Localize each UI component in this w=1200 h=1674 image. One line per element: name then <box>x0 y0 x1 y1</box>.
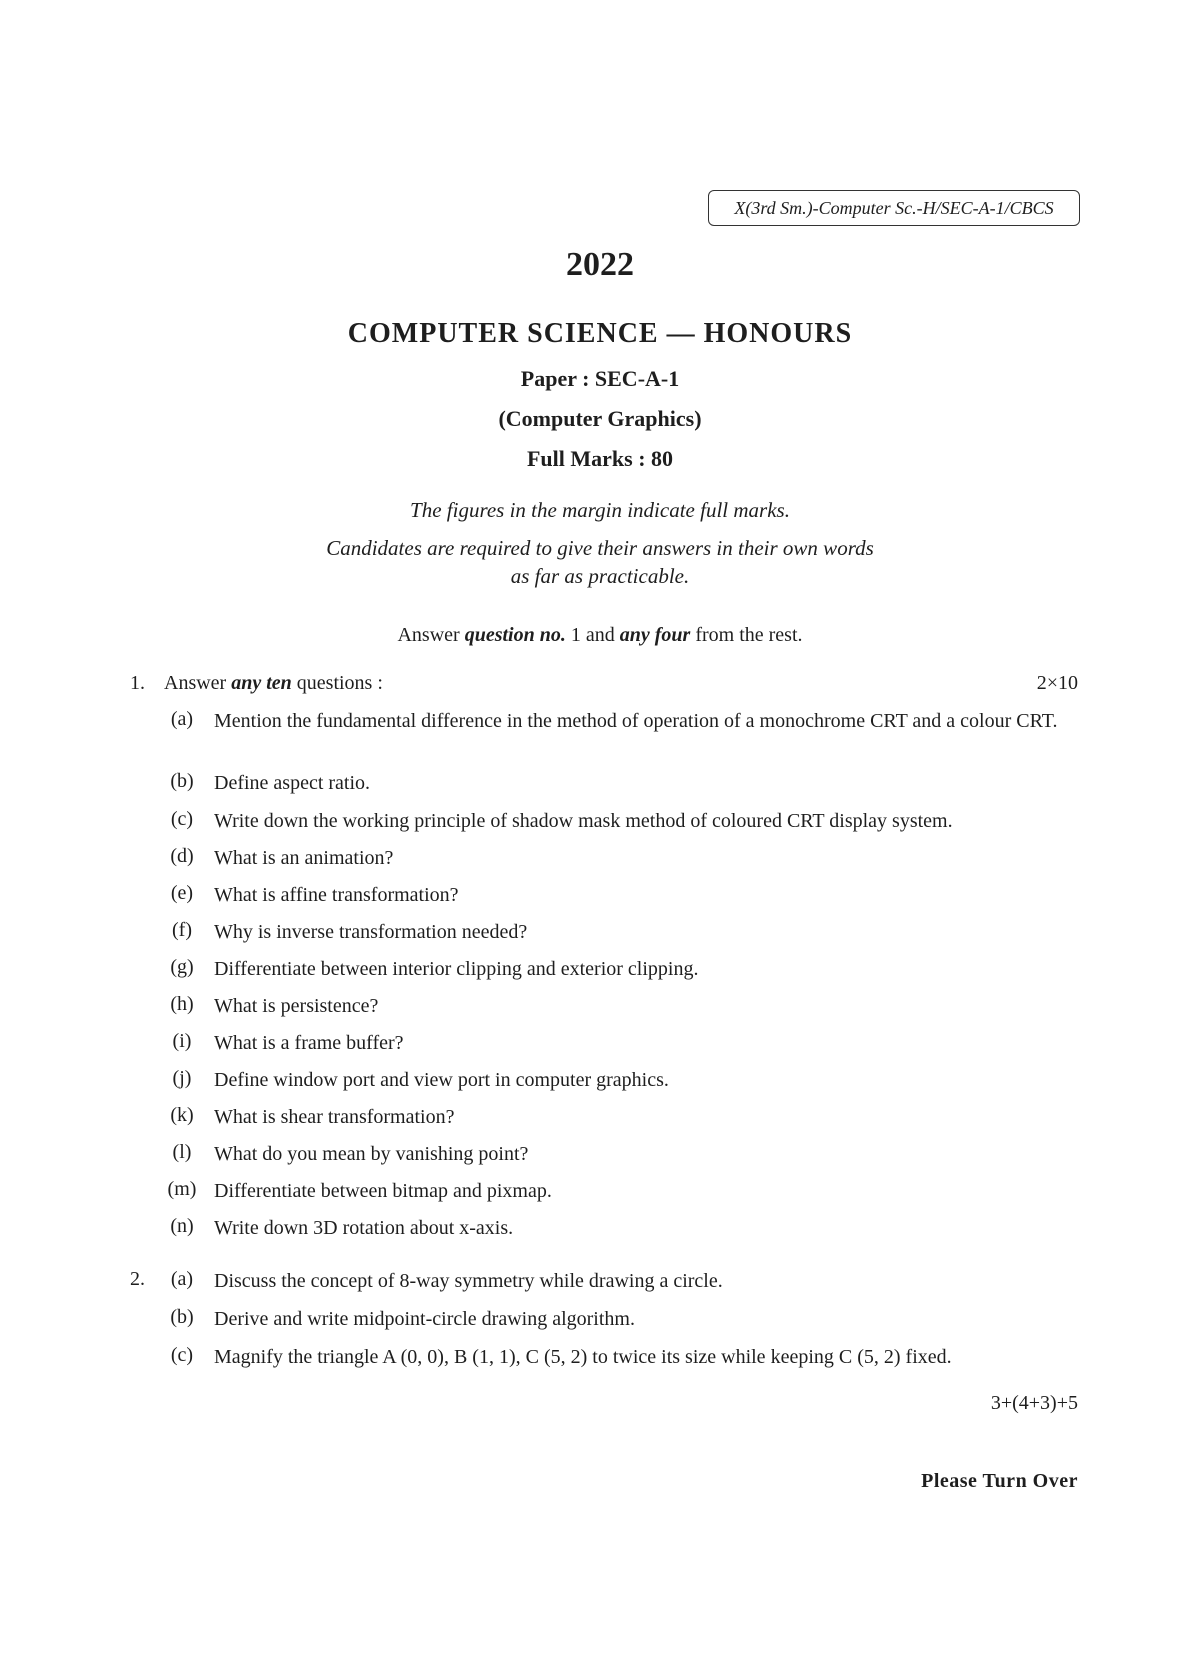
item-label: (m) <box>167 1178 197 1200</box>
item-text: Derive and write midpoint-circle drawing algorithm. <box>214 1308 635 1330</box>
question-1-number: 1. <box>130 672 145 694</box>
paper-code-box: X(3rd Sm.)-Computer Sc.-H/SEC-A-1/CBCS <box>708 190 1080 226</box>
item-text: What is a frame buffer? <box>214 1032 404 1054</box>
item-text: Define aspect ratio. <box>214 772 371 794</box>
q1-suffix: questions : <box>291 672 383 694</box>
item-text: Define window port and view port in computer graphics. <box>214 1069 669 1091</box>
instruction-margin: The figures in the margin indicate full marks. <box>410 498 790 522</box>
item-text: Why is inverse transformation needed? <box>214 921 528 943</box>
item-text: What is an animation? <box>214 847 394 869</box>
item-text: What is persistence? <box>214 995 379 1017</box>
item-label: (j) <box>172 1067 192 1089</box>
instruction-own-words: Candidates are required to give their answers in their own words <box>326 536 874 560</box>
answer-suffix: from the rest. <box>690 624 803 646</box>
item-label: (b) <box>170 1306 194 1328</box>
item-label: (a) <box>170 1268 194 1290</box>
item-text: What is affine transformation? <box>214 884 459 906</box>
item-label: (c) <box>170 1344 194 1366</box>
paper-code: Paper : SEC-A-1 <box>520 366 680 391</box>
item-text: What is shear transformation? <box>214 1106 455 1128</box>
item-text: Write down the working principle of shadow mask method of coloured CRT display system. <box>214 810 953 832</box>
answer-mid: 1 and <box>565 624 620 646</box>
item-text: Differentiate between bitmap and pixmap. <box>214 1180 552 1202</box>
item-label: (k) <box>170 1104 194 1126</box>
item-label: (l) <box>172 1141 192 1163</box>
answer-question-no: question no. <box>464 624 566 646</box>
course-name: (Computer Graphics) <box>498 406 702 431</box>
item-text: Differentiate between interior clipping and exterior clipping. <box>214 958 699 980</box>
question-1-text <box>164 672 383 695</box>
item-text: What do you mean by vanishing point? <box>214 1143 529 1165</box>
answer-any-four: any four <box>619 624 691 646</box>
exam-year: 2022 <box>566 246 634 283</box>
item-label: (g) <box>170 956 194 978</box>
item-label: (e) <box>170 882 194 904</box>
q1-prefix: Answer <box>164 672 232 694</box>
item-label: (n) <box>170 1215 194 1237</box>
please-turn-over: Please Turn Over <box>921 1470 1078 1492</box>
answer-prefix: Answer <box>397 624 465 646</box>
subject-title: COMPUTER SCIENCE — HONOURS <box>347 318 853 349</box>
item-text: Discuss the concept of 8-way symmetry while drawing a circle. <box>214 1270 723 1292</box>
item-label: (f) <box>172 919 192 941</box>
question-2-marks: 3+(4+3)+5 <box>990 1392 1078 1414</box>
item-label: (c) <box>170 808 194 830</box>
q1-emphasis: any ten <box>231 672 292 694</box>
item-text: Magnify the triangle A (0, 0), B (1, 1), C (5, 2) to twice its size while keeping C (5, 2) fixed. <box>214 1346 952 1368</box>
item-label: (h) <box>170 993 194 1015</box>
answer-instruction <box>0 624 1200 647</box>
question-1-marks: 2×10 <box>1036 672 1078 694</box>
item-label: (i) <box>172 1030 192 1052</box>
item-text: Write down 3D rotation about x-axis. <box>214 1217 514 1239</box>
instruction-own-words-cont: as far as practicable. <box>510 564 690 588</box>
question-2-number: 2. <box>130 1268 145 1290</box>
item-label: (b) <box>170 770 194 792</box>
item-label: (d) <box>170 845 194 867</box>
item-text: Mention the fundamental difference in the method of operation of a monochrome CRT and a colour CRT. <box>214 710 1058 732</box>
full-marks: Full Marks : 80 <box>526 446 674 471</box>
item-label: (a) <box>170 708 194 730</box>
